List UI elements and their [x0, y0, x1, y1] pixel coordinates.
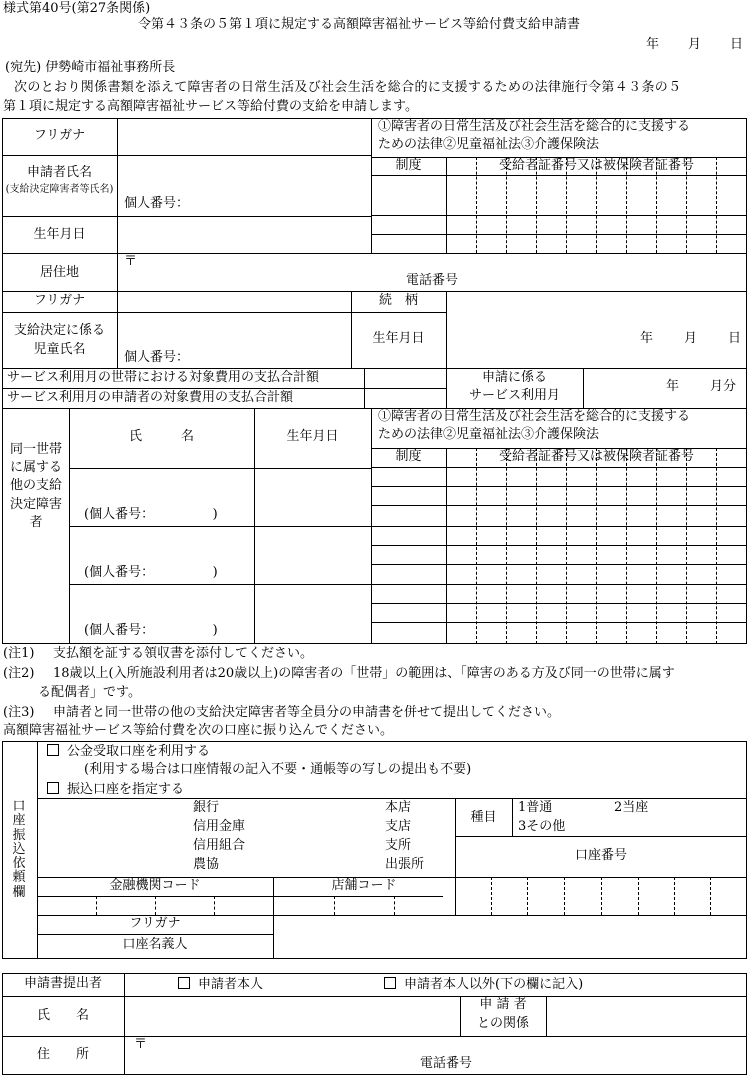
branch-code-label: 店舗コード [331, 878, 397, 893]
service-month-year: 年 [666, 379, 680, 394]
note-2-text-line1: 18歳以上(入所施設利用者は20歳以上)の障害者の「世帯」の範囲は、「障害のある方及び同一の世帯に属す [53, 666, 675, 681]
applicant-name-sublabel: (支給決定障害者等氏名) [5, 184, 114, 195]
date-month-label: 月 [688, 37, 702, 52]
branch-type-2: 支所 [385, 838, 412, 853]
form-title: 令第４３条の５第１項に規定する高額障害福祉サービス等給付費支給申請書 [138, 17, 581, 32]
submitter-self-label: 申請者本人 [198, 977, 264, 992]
household-birth-header: 生年月日 [286, 429, 339, 444]
applicant-total-label: サービス利用月の申請者の対象費用の支払合計額 [7, 390, 294, 405]
intro-line-2: 第１項に規定する高額障害福祉サービス等給付費の支給を申請します。 [3, 99, 418, 114]
inst-type-3: 農協 [193, 857, 220, 872]
household-total-label: サービス利用月の世帯における対象費用の支払合計額 [7, 370, 320, 385]
service-month-suffix: 月分 [710, 379, 737, 394]
applicant-birth-label: 生年月日 [33, 227, 86, 242]
child-my-number-label: 個人番号： [124, 350, 190, 365]
applicant-law-line1: ①障害者の日常生活及び社会生活を総合的に支援する [378, 119, 691, 134]
designated-account-checkbox[interactable] [47, 782, 59, 794]
applicant-cert-no-label: 受給者証番号又は被保険者証番号 [498, 158, 694, 173]
household-system-header: 制度 [395, 449, 422, 464]
household-my-number-3: (個人番号： ) [84, 623, 218, 638]
submitter-postal-mark: 〒 [134, 1037, 148, 1052]
holder-name-label: 口座名義人 [122, 937, 188, 952]
option-public-account-label: 公金受取口座を利用する [67, 744, 211, 759]
applicant-name-label: 申請者氏名 [26, 165, 92, 180]
option-public-account[interactable] [47, 744, 210, 760]
transfer-intro: 高額障害福祉サービス等給付費を次の口座に振り込んでください。 [3, 723, 394, 738]
option-designated-account[interactable] [47, 782, 184, 798]
submitter-phone-label: 電話番号 [420, 1056, 473, 1071]
applicant-furigana-label: フリガナ [33, 128, 86, 143]
child-birth-label: 生年月日 [372, 331, 425, 346]
inst-type-1: 信用金庫 [193, 819, 246, 834]
note-1-text: 支払額を証する領収書を添付してください。 [53, 646, 314, 661]
intro-line-1: 次のとおり関係書類を添えて障害者の日常生活及び社会生活を総合的に支援するための法律施行令第４３条の５ [14, 80, 682, 95]
account-kind-1: 1普通 [518, 800, 553, 815]
child-birth-day: 日 [728, 331, 742, 346]
inst-type-2: 信用組合 [193, 838, 246, 853]
applicant-my-number-label: 個人番号： [124, 196, 190, 211]
addressee: (宛先) 伊勢崎市福祉事務所長 [5, 60, 176, 75]
submitter-other-option[interactable] [384, 977, 583, 993]
household-law-line2: ための法律②児童福祉法③介護保険法 [378, 427, 600, 442]
holder-furigana-label: フリガナ [129, 916, 181, 931]
note-1-mark: (注1) [3, 646, 35, 661]
child-name-label-2: 児童氏名 [33, 342, 86, 357]
note-3-mark: (注3) [3, 705, 35, 720]
service-month-label-1: 申請に係る [481, 370, 547, 385]
child-birth-year: 年 [640, 331, 654, 346]
account-kind-label: 種目 [470, 810, 497, 825]
submitter-relation-label-2: との関係 [476, 1016, 529, 1031]
applicant-law-line2: ための法律②児童福祉法③介護保険法 [378, 137, 600, 152]
applicant-postal-mark: 〒 [124, 254, 138, 269]
household-side-label: 同一世帯に属する他の支給決定障害者 [10, 442, 63, 530]
household-my-number-1: (個人番号： ) [84, 507, 218, 522]
option-public-account-note: (利用する場合は口座情報の記入不要・通帳等の写しの提出も不要) [84, 762, 472, 777]
note-2-text-line2: る配偶者」です。 [38, 685, 141, 700]
submitter-self-checkbox[interactable] [178, 977, 190, 989]
branch-type-3: 出張所 [385, 857, 425, 872]
submitter-name-label: 氏 名 [36, 1008, 89, 1023]
date-day-label: 日 [730, 37, 744, 52]
submitter-address-label: 住 所 [36, 1047, 89, 1062]
applicant-address-label: 居住地 [39, 265, 79, 280]
date-year-label: 年 [646, 37, 660, 52]
option-designated-account-label: 振込口座を指定する [67, 782, 185, 797]
note-3-text: 申請者と同一世帯の他の支給決定障害者等全員分の申請書を併せて提出してください。 [53, 705, 561, 720]
service-month-label-2: サービス利用月 [468, 388, 560, 403]
public-account-checkbox[interactable] [47, 744, 59, 756]
submitter-other-label: 申請者本人以外(下の欄に記入) [404, 977, 584, 992]
branch-type-0: 本店 [385, 800, 412, 815]
child-furigana-label: フリガナ [33, 293, 86, 308]
submitter-self-option[interactable] [178, 977, 263, 993]
inst-code-label: 金融機関コード [109, 878, 201, 893]
household-cert-no-header: 受給者証番号又は被保険者証番号 [498, 449, 694, 464]
applicant-system-label: 制度 [395, 158, 422, 173]
branch-type-1: 支店 [385, 819, 412, 834]
submitter-other-checkbox[interactable] [384, 977, 396, 989]
household-law-line1: ①障害者の日常生活及び社会生活を総合的に支援する [378, 409, 691, 424]
household-name-header: 氏 名 [128, 429, 194, 444]
applicant-phone-label: 電話番号 [406, 273, 459, 288]
household-my-number-2: (個人番号： ) [84, 565, 218, 580]
child-name-label-1: 支給決定に係る [13, 323, 105, 338]
inst-type-0: 銀行 [193, 800, 220, 815]
child-relation-label: 続 柄 [378, 293, 418, 308]
account-kind-3: 3その他 [518, 819, 566, 834]
form-id: 様式第40号(第27条関係) [3, 1, 151, 16]
submitter-relation-label-1: 申 請 者 [479, 997, 527, 1012]
bank-side-label: 口座振込依頼欄 [12, 799, 26, 900]
account-kind-2: 2当座 [614, 800, 649, 815]
child-birth-month: 月 [684, 331, 698, 346]
submitter-label: 申請書提出者 [23, 976, 102, 991]
account-number-label: 口座番号 [574, 848, 627, 863]
note-2-mark: (注2) [3, 666, 35, 681]
